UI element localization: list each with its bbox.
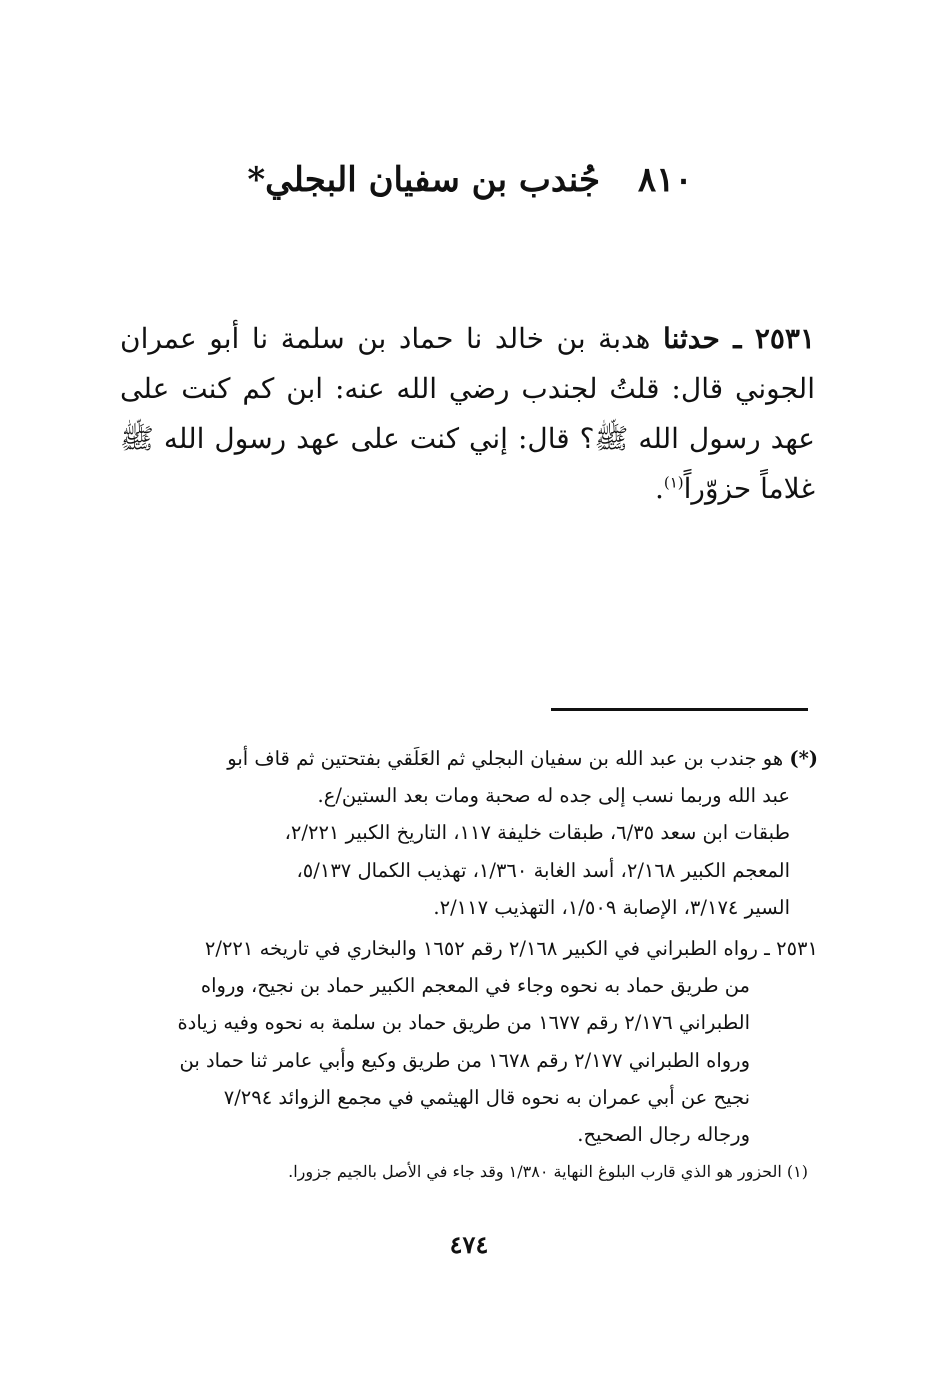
note-line-text: رواه الطبراني في الكبير ٢/١٦٨ رقم ١٦٥٢ والبخاري في تاريخه ٢/٢٢١ xyxy=(204,937,758,961)
footnotes-section xyxy=(120,740,818,1187)
footnote-reference: (١) xyxy=(663,473,684,492)
page-number: ٤٧٤ xyxy=(449,1230,489,1259)
note-marker: ٢٥٣١ ـ xyxy=(764,937,818,961)
footnote-divider xyxy=(551,708,808,711)
note-line xyxy=(120,930,818,967)
chapter-name: جُندب بن سفيان البجلي* xyxy=(247,160,600,200)
hadith-end: . xyxy=(654,472,664,505)
note-line: ورجاله رجال الصحيح. xyxy=(577,1123,750,1147)
hadith-lead: ٢٥٣١ ـ حدثنا xyxy=(663,322,815,355)
note-line: طبقات ابن سعد ٦/٣٥، طبقات خليفة ١١٧، التاريخ الكبير ٢/٢٢١، xyxy=(284,821,790,845)
biography-note xyxy=(120,740,818,926)
note-line: من طريق حماد به نحوه وجاء في المعجم الكبير حماد بن نجيح، ورواه xyxy=(200,974,750,998)
chapter-number: ٨١٠ xyxy=(637,160,693,200)
note-line: الطبراني ٢/١٧٦ رقم ١٦٧٧ من طريق حماد بن سلمة به نحوه وفيه زيادة xyxy=(177,1011,750,1035)
note-line: نجيح عن أبي عمران به نحوه قال الهيثمي في مجمع الزوائد ٧/٢٩٤ xyxy=(223,1085,750,1109)
note-marker: (*) xyxy=(789,747,818,770)
note-line: ورواه الطبراني ٢/١٧٧ رقم ١٦٧٨ من طريق وكيع وأبي عامر ثنا حماد بن xyxy=(179,1048,750,1072)
note-line: السير ٣/١٧٤، الإصابة ١/٥٠٩، التهذيب ٢/١١٧. xyxy=(433,895,790,919)
note-line-text: هو جندب بن عبد الله بن سفيان البجلي ثم العَلَقي بفتحتين ثم قاف أبو xyxy=(227,747,784,770)
hadith-text xyxy=(120,314,815,514)
takhrij-note xyxy=(120,930,818,1153)
note-line: المعجم الكبير ٢/١٦٨، أسد الغابة ١/٣٦٠، تهذيب الكمال ٥/١٣٧، xyxy=(296,858,790,882)
note-line: عبد الله وربما نسب إلى جده له صحبة ومات بعد الستين/ع. xyxy=(317,784,790,808)
footnote-1: (١) الحزور هو الذي قارب البلوغ النهاية ١/٣٨٠ وقد جاء في الأصل بالجيم جزورا. xyxy=(288,1162,808,1182)
hadith-body: هدبة بن خالد نا حماد بن سلمة نا أبو عمران الجوني قال: قلتُ لجندب رضي الله عنه: ابن كم كنت على عهد رسول الله ﷺ؟ قال: إني كنت على عهد رسول الله ﷺ غلاماً حزوّراً xyxy=(120,322,815,505)
note-line xyxy=(120,740,818,777)
chapter-title xyxy=(150,160,790,200)
